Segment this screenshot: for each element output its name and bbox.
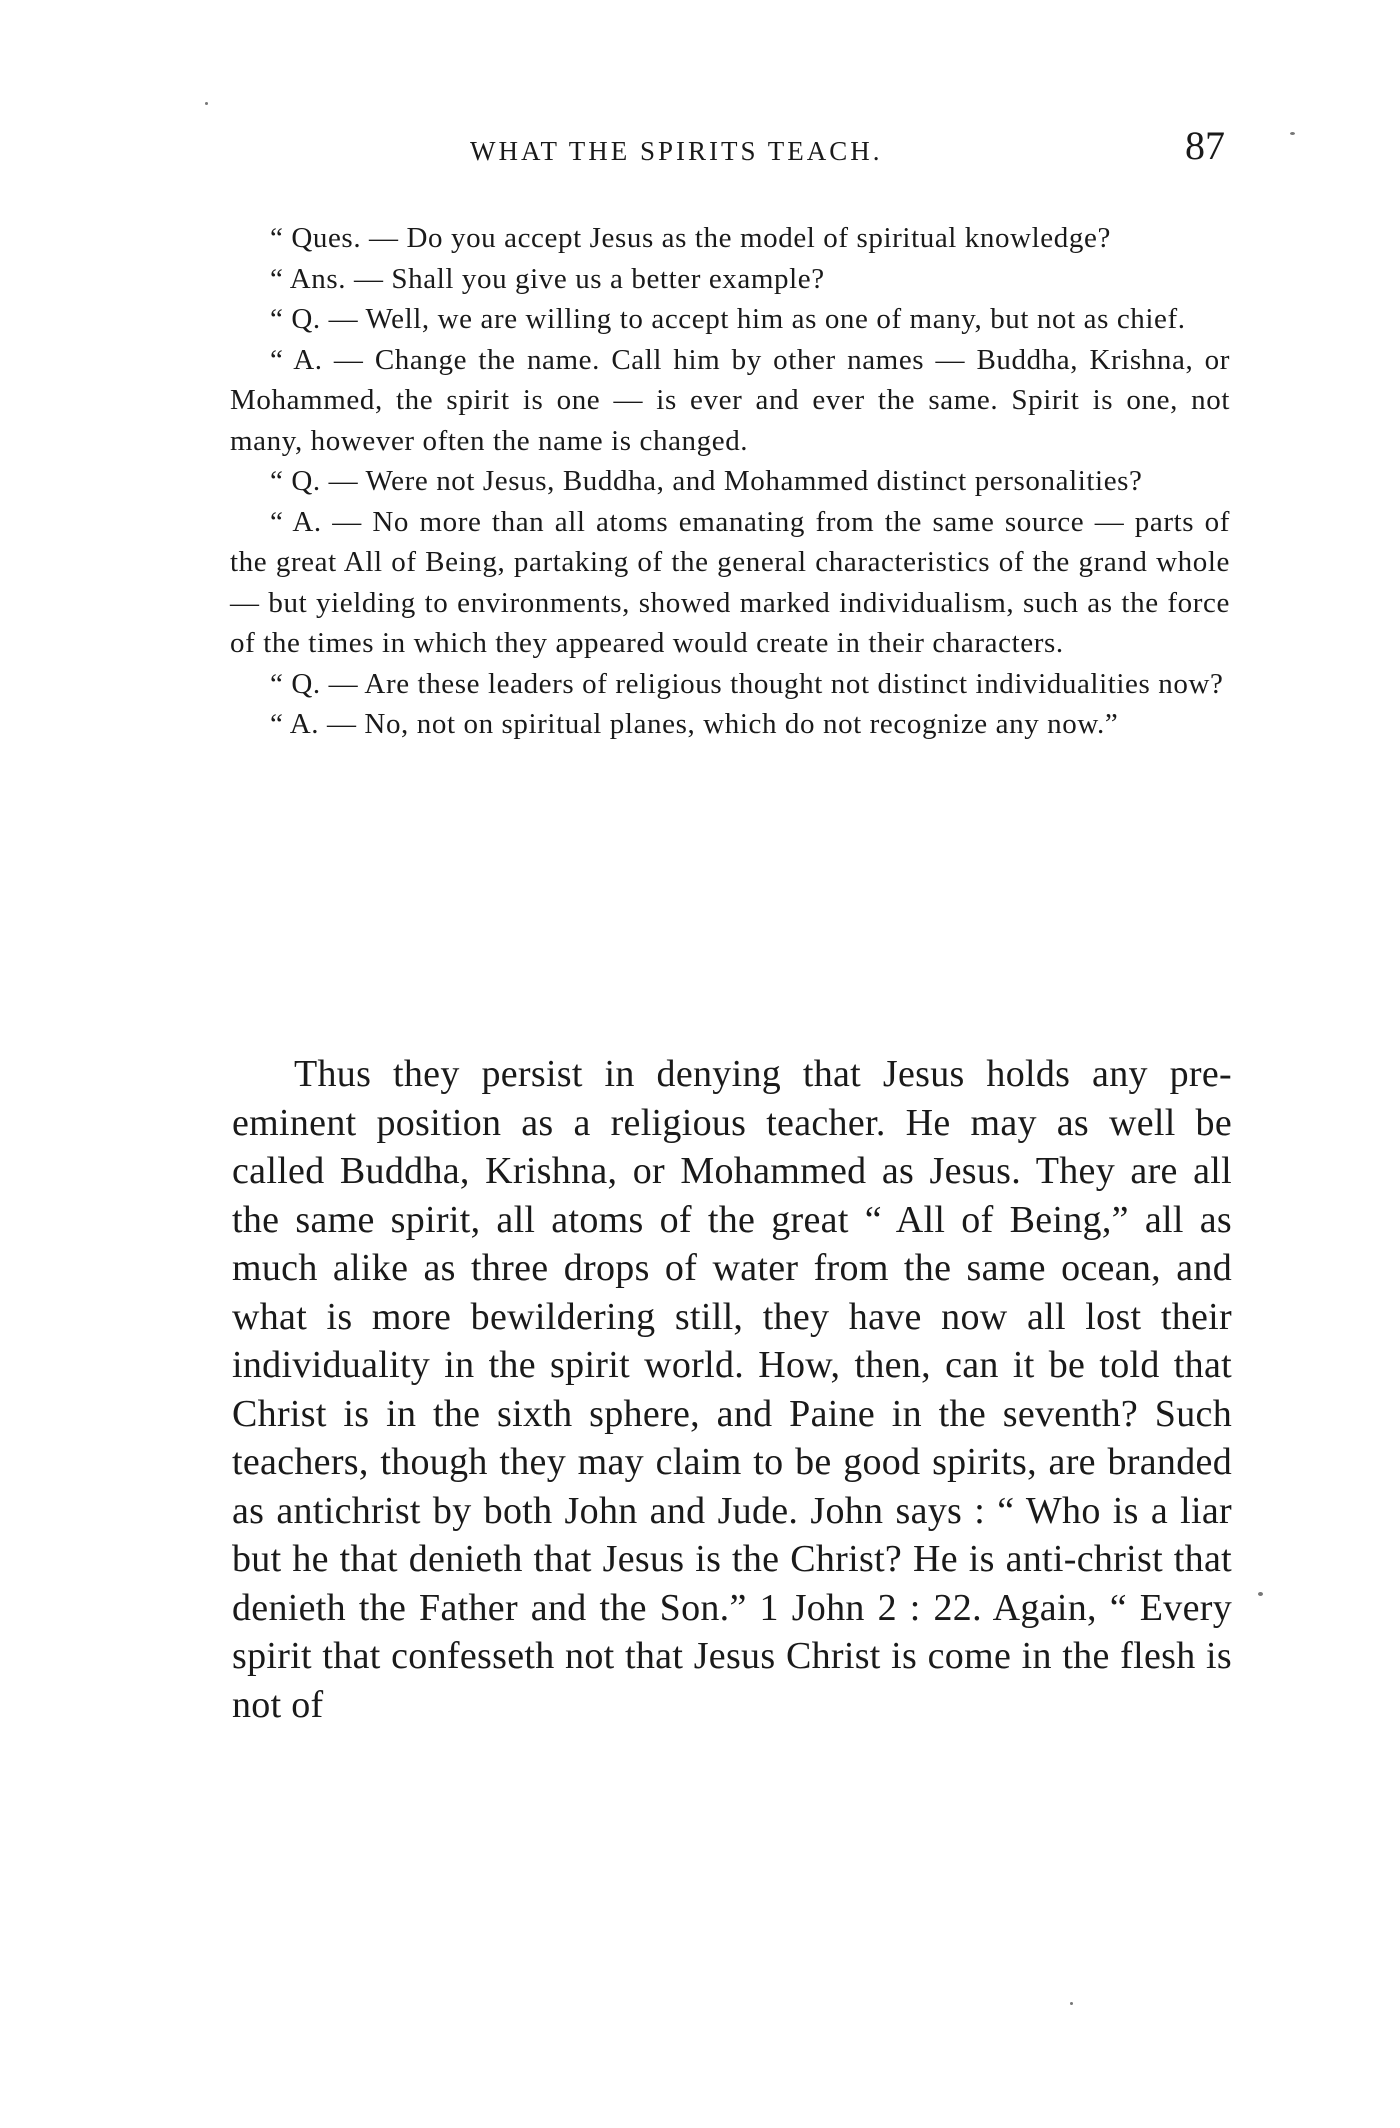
- dialogue-line: “ Q. — Well, we are willing to accept him as one of many, but not as chief.: [270, 303, 1186, 335]
- dialogue-line: “ Q. — Were not Jesus, Buddha, and Mohammed distinct personalities?: [270, 465, 1143, 497]
- body-paragraph: Thus they persist in denying that Jesus holds any pre-eminent position as a religious teacher. He may as well be called Buddha, Krishna, or Mohammed as Jesus. They are all the same spirit, all atoms of the great “ All of Being,” all as much alike as three drops of water from the same ocean, and what is more bewildering still, they have now all lost their individuality in the spirit world. How, then, can it be told that Christ is in the sixth sphere, and Paine in the seventh? Such teachers, though they may claim to be good spirits, are branded as antichrist by both John and Jude. John says : “ Who is a liar but he that denieth that Jesus is the Christ? He is anti-christ that denieth the Father and the Son.” 1 John 2 : 22. Again, “ Every spirit that confesseth not that Jesus Christ is come in the flesh is not of: [232, 1053, 1232, 1726]
- dialogue-line: “ A. — Change the name. Call him by other names — Buddha, Krishna, or Mohammed, the spirit is one — is ever and ever the same. Spirit is one, not many, however often the name is changed.: [230, 343, 1230, 457]
- dialogue-line: “ A. — No more than all atoms emanating from the same source — parts of the great All of Being, partaking of the general characteristics of the grand whole — but yielding to environments, showed marked individualism, such as the force of the times in which they appeared would create in their characters.: [230, 505, 1230, 659]
- spirit-dialogue: [230, 218, 1230, 745]
- dialogue-line: “ Ques. — Do you accept Jesus as the model of spiritual knowledge?: [270, 222, 1111, 254]
- dialogue-line: “ Q. — Are these leaders of religious thought not distinct individualities now?: [270, 667, 1224, 700]
- paper-speck: [1290, 132, 1295, 135]
- running-title: WHAT THE SPIRITS TEACH.: [470, 136, 883, 166]
- paper-speck: [205, 102, 208, 105]
- page-header: [230, 118, 1230, 178]
- dialogue-line: “ Ans. — Shall you give us a better example?: [270, 262, 825, 295]
- paper-speck: [1258, 1592, 1263, 1596]
- main-text: [232, 1050, 1232, 1729]
- paper-speck: [1070, 2002, 1073, 2005]
- dialogue-line: “ A. — No, not on spiritual planes, which do not recognize any now.”: [270, 708, 1119, 740]
- page-number: 87: [1185, 123, 1225, 168]
